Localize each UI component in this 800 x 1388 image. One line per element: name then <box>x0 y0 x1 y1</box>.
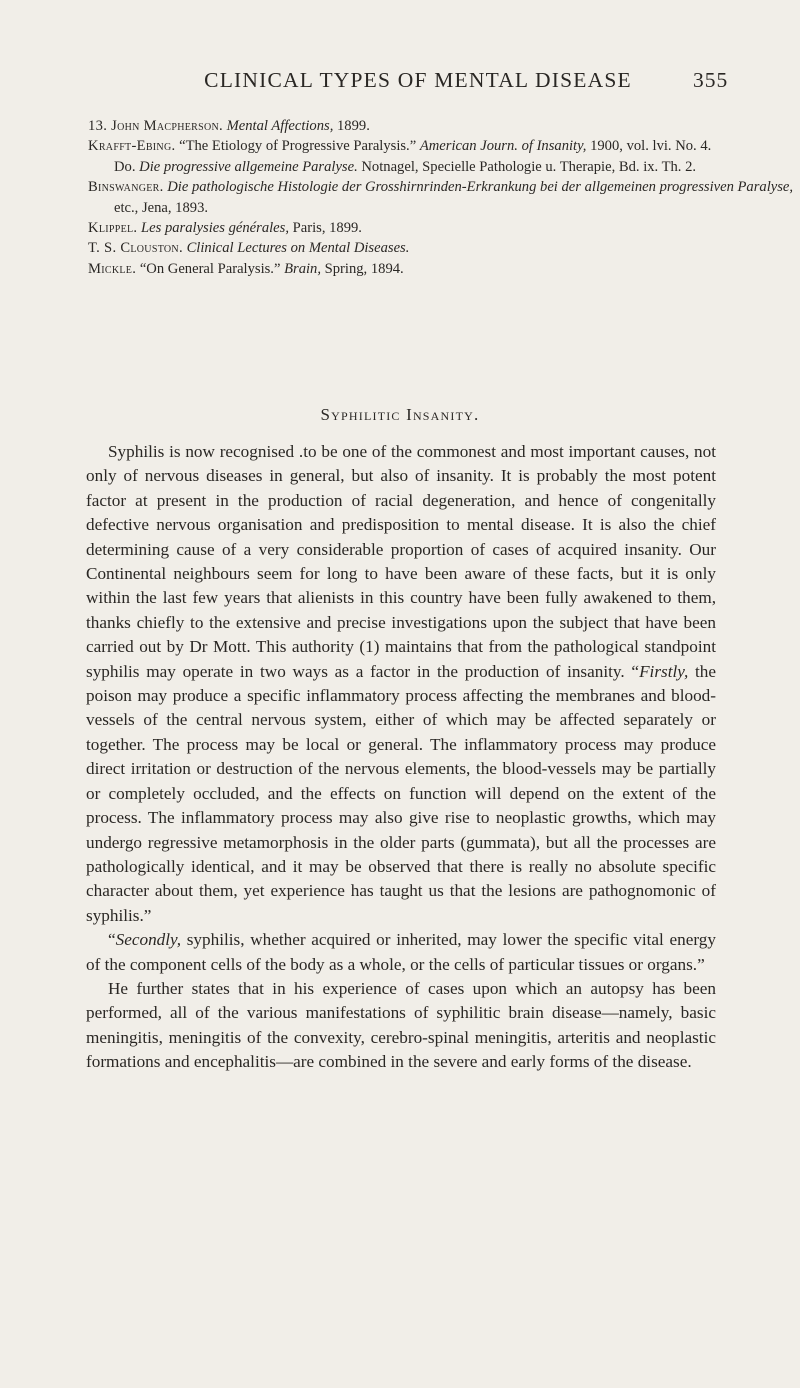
section-title: Syphilitic Insanity. <box>320 405 480 424</box>
reference-title: Clinical Lectures on Mental Diseases. <box>186 240 410 257</box>
paragraph-text: He further states that in his experience of cases upon which an autopsy has been performed, all of the various manifestations of syphilitic brain disease—namely, basic meningitis, meningitis of the convexity, cerebro-spinal meningitis, arteritis and neoplastic formations and encephalitis—are combined in the severe and early forms of the disease. <box>86 978 716 1072</box>
reference-details: etc., Jena, 1893. <box>114 199 209 216</box>
reference-item <box>0 238 800 258</box>
reference-details: Notnagel, Specielle Pathologie u. Therapie, Bd. ix. Th. 2. <box>357 158 697 175</box>
reference-author: Binswanger. <box>88 179 164 196</box>
reference-title: Die pathologische Histologie der Grosshirnrinden-Erkrankung bei der allgemeinen progressiven Paralyse, <box>167 179 794 196</box>
paragraph-emphasis: Secondly, <box>115 930 182 950</box>
reference-author: Mickle. <box>88 260 137 277</box>
page-number: 355 <box>693 68 729 92</box>
paragraph-text: “ <box>108 930 116 950</box>
reference-author: Do. <box>114 158 136 175</box>
reference-item <box>0 218 800 238</box>
body-text <box>86 440 716 1075</box>
reference-item <box>0 116 800 136</box>
reference-author: 13. John Macpherson. <box>88 118 223 134</box>
paragraph-text: the poison may produce a specific inflammatory process affecting the membranes and blood-vessels of the central nervous system, either of which may be affected separately or together. The process may be local or general. The inflammatory process may produce direct irritation or destruction of the nervous elements, the blood-vessels may be partially or completely occluded, and the effects on function will depend on the extent of the process. The inflammatory process may also give rise to neoplastic growths, which may undergo regressive metamorphosis in the older parts (gummata), but all the processes are pathologically identical, and it may be observed that there is really no absolute specific character about them, yet experience has taught us that the lesions are pathognomonic of syphilis.” <box>86 661 716 925</box>
paragraph <box>86 928 716 977</box>
paragraph-text: Syphilis is now recognised .to be one of the commonest and most important causes, not only of nervous diseases in general, but also of insanity. It is probably the most potent factor at present in the production of racial degeneration, and hence of congenitally defective nervous organisation and predisposition to mental disease. It is also the chief determining cause of a very considerable proportion of cases of acquired insanity. Our Continental neighbours seem for long to have been aware of these facts, but it is only within the last few years that alienists in this country have been fully awakened to them, thanks chiefly to the extensive and precise investigations upon the subject that have been carried out by Dr Mott. This authority (1) maintains that from the pathological standpoint syphilis may operate in two ways as a factor in the production of insanity. “ <box>86 442 716 681</box>
running-title: CLINICAL TYPES OF MENTAL DISEASE <box>204 68 632 92</box>
reference-details: 1899. <box>333 118 370 134</box>
reference-item <box>0 177 800 218</box>
reference-journal: American Journ. of Insanity, <box>419 138 587 155</box>
reference-title: “The Etiology of Progressive Paralysis.” <box>175 138 420 155</box>
reference-details: 1900, vol. lvi. No. 4. <box>586 138 712 155</box>
reference-details: Paris, 1899. <box>288 220 362 237</box>
reference-item <box>0 259 800 279</box>
reference-item <box>0 157 800 177</box>
reference-author: T. S. Clouston. <box>88 240 183 257</box>
paragraph-text: syphilis, whether acquired or inherited, may lower the specific vital energy of the component cells of the body as a whole, or the cells of particular tissues or organs.” <box>86 930 716 974</box>
paragraph <box>86 977 716 1075</box>
reference-item <box>0 136 800 156</box>
reference-title: Mental Affections, <box>226 118 334 134</box>
reference-title: Die progressive allgemeine Paralyse. <box>139 158 358 175</box>
paragraph-emphasis: Firstly, <box>639 661 689 681</box>
reference-title: “On General Paralysis.” <box>136 260 285 277</box>
reference-author: Krafft-Ebing. <box>88 138 176 155</box>
reference-journal: Brain, <box>284 260 321 277</box>
reference-list <box>0 116 800 279</box>
reference-author: Klippel. <box>88 220 138 237</box>
paragraph <box>86 440 716 928</box>
reference-details: Spring, 1894. <box>320 260 404 277</box>
reference-title: Les paralysies générales, <box>141 220 289 237</box>
